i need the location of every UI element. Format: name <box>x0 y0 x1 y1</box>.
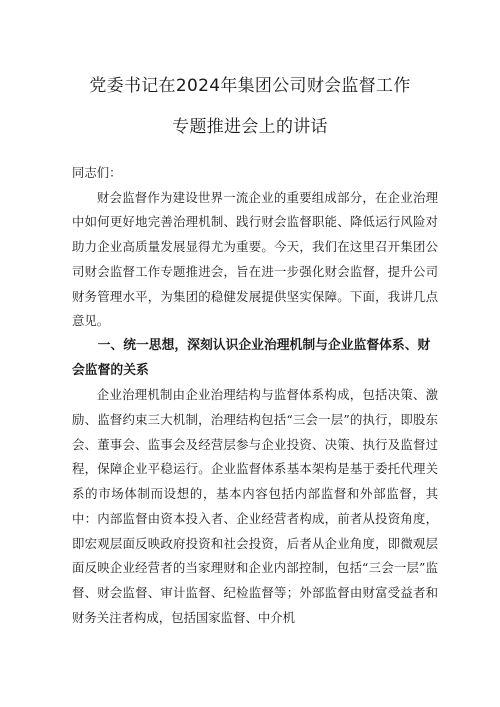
salutation: 同志们： <box>72 165 122 180</box>
section-1-heading: 一、统一思想，深刻认识企业治理机制与企业监督体系、财会监督的关系 <box>72 337 431 378</box>
title-line-1: 党委书记在2024年集团公司财会监督工作 <box>89 76 411 96</box>
intro-paragraph: 财会监督作为建设世界一流企业的重要组成部分，在企业治理中如何更好地完善治理机制、践行财会监督职能、降低运行风险对助力企业高质量发展显得尤为重要。今天，我们在这里召开集团公司财会监督工作专题推进会，旨在进一步强化财会监督，提升公司财务管理水平，为集团的稳健发展提供坚实保障。下面，我讲几点意见。 <box>72 189 438 329</box>
document-body <box>72 161 438 630</box>
title-line-2: 专题推进会上的讲话 <box>172 117 328 137</box>
document-title <box>0 69 500 144</box>
section-1-paragraph: 企业治理机制由企业治理结构与监督体系构成，包括决策、激励、监督约束三大机制，治理结构包括“三会一层”的执行，即股东会、董事会、监事会及经营层参与企业投资、决策、执行及监督过程，保障企业平稳运行。企业监督体系基本架构是基于委托代理关系的市场体制而设想的，基本内容包括内部监督和外部监督，其中：内部监督由资本投入者、企业经营者构成，前者从投资角度，即宏观层面反映政府投资和社会投资，后者从企业角度，即微观层面反映企业经营者的当家理财和企业内部控制，包括“三会一层”监督、财会监督、审计监督、纪检监督等；外部监督由财富受益者和财务关注者构成，包括国家监督、中介机 <box>72 387 438 625</box>
